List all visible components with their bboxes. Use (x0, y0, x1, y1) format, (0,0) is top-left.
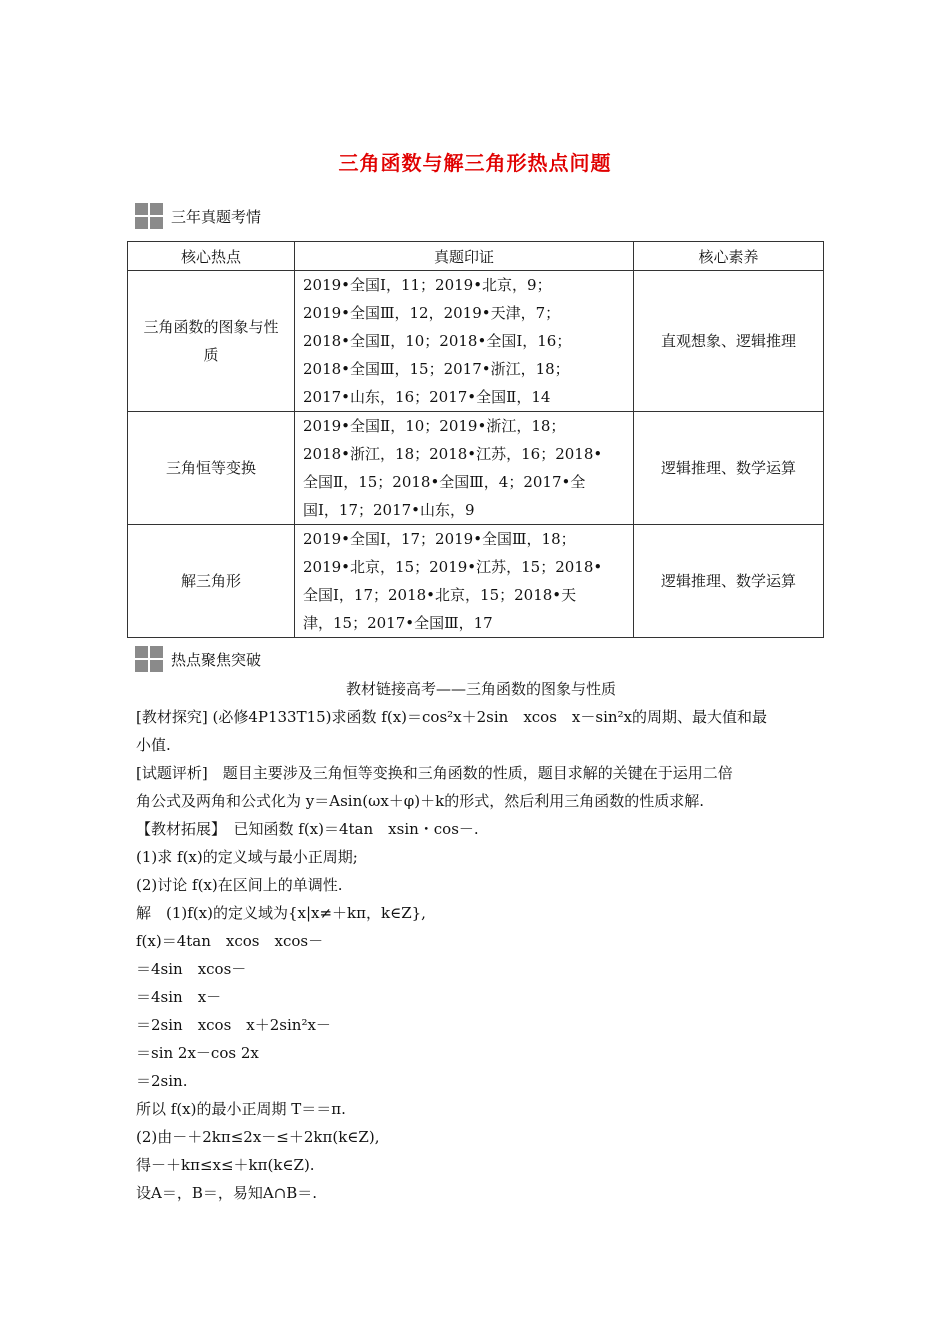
table-header-row (128, 242, 824, 271)
text-line: (1)求 f(x)的定义域与最小正周期; (136, 848, 358, 866)
section-header-hotspots (135, 646, 261, 672)
text-line: 设A＝，B＝，易知A∩B＝. (136, 1184, 318, 1202)
text-line: [试题评析] 题目主要涉及三角恒等变换和三角函数的性质，题目求解的关键在于运用二倍 (136, 764, 733, 782)
page-title: 三角函数与解三角形热点问题 (338, 151, 612, 175)
column-header: 核心热点 (128, 242, 295, 271)
topic-cell: 三角恒等变换 (128, 412, 295, 525)
text-line: 得－＋kπ≤x≤＋kπ(k∈Z). (136, 1156, 315, 1174)
literacy-cell: 逻辑推理、数学运算 (634, 412, 824, 525)
column-header: 真题印证 (295, 242, 634, 271)
text-line: ＝4sin xcos－ (136, 960, 247, 978)
table-row (128, 525, 824, 638)
text-line: 所以 f(x)的最小正周期 T＝＝π. (136, 1100, 346, 1118)
evidence-cell: 2019•全国Ⅰ，11；2019•北京，9； 2019•全国Ⅲ，12，2019•天津，7； 2018•全国Ⅱ，10；2018•全国Ⅰ，16； 2018•全国Ⅲ，15；2017•浙江，18； 2017•山东，16；2017•全国Ⅱ，14 (295, 271, 634, 412)
text-line: [教材探究] (必修4P133T15)求函数 f(x)＝cos²x＋2sin xcos x－sin²x的周期、最大值和最 (136, 708, 767, 726)
text-line: (2)讨论 f(x)在区间上的单调性. (136, 876, 343, 894)
topic-cell: 三角函数的图象与性质 (128, 271, 295, 412)
text-line: f(x)＝4tan xcos xcos－ (136, 932, 324, 950)
section-label: 三年真题考情 (171, 207, 262, 226)
exam-table (127, 241, 824, 638)
table-row (128, 412, 824, 525)
text-line: 解 (1)f(x)的定义域为{x|x≠＋kπ，k∈Z}, (136, 904, 426, 922)
table-row (128, 271, 824, 412)
text-line: 小值. (136, 736, 171, 754)
text-line: (2)由－＋2kπ≤2x－≤＋2kπ(k∈Z), (136, 1128, 380, 1146)
text-line: ＝2sin xcos x＋2sin²x－ (136, 1016, 331, 1034)
literacy-cell: 直观想象、逻辑推理 (634, 271, 824, 412)
grid-icon (135, 203, 163, 229)
subtitle: 教材链接高考——三角函数的图象与性质 (345, 680, 616, 698)
section-header-exam-trends (135, 203, 261, 229)
grid-icon (135, 646, 163, 672)
literacy-cell: 逻辑推理、数学运算 (634, 525, 824, 638)
column-header: 核心素养 (634, 242, 824, 271)
text-line: 【教材拓展】 已知函数 f(x)＝4tan xsin・cos－. (136, 820, 479, 838)
text-line: 角公式及两角和公式化为 y＝Asin(ωx＋φ)＋k的形式，然后利用三角函数的性质求解. (136, 792, 704, 810)
topic-cell: 解三角形 (128, 525, 295, 638)
evidence-cell: 2019•全国Ⅱ，10；2019•浙江，18； 2018•浙江，18；2018•江苏，16；2018• 全国Ⅱ，15；2018•全国Ⅲ，4；2017•全 国Ⅰ，17；2017•山东，9 (295, 412, 634, 525)
text-line: ＝2sin. (136, 1072, 188, 1090)
solution-body (136, 675, 826, 1207)
evidence-cell: 2019•全国Ⅰ，17；2019•全国Ⅲ，18； 2019•北京，15；2019•江苏，15；2018• 全国Ⅰ，17；2018•北京，15；2018•天 津，15；2017•全国Ⅲ，17 (295, 525, 634, 638)
section-label: 热点聚焦突破 (171, 650, 262, 669)
text-line: ＝sin 2x－cos 2x (136, 1044, 259, 1062)
text-line: ＝4sin x－ (136, 988, 222, 1006)
